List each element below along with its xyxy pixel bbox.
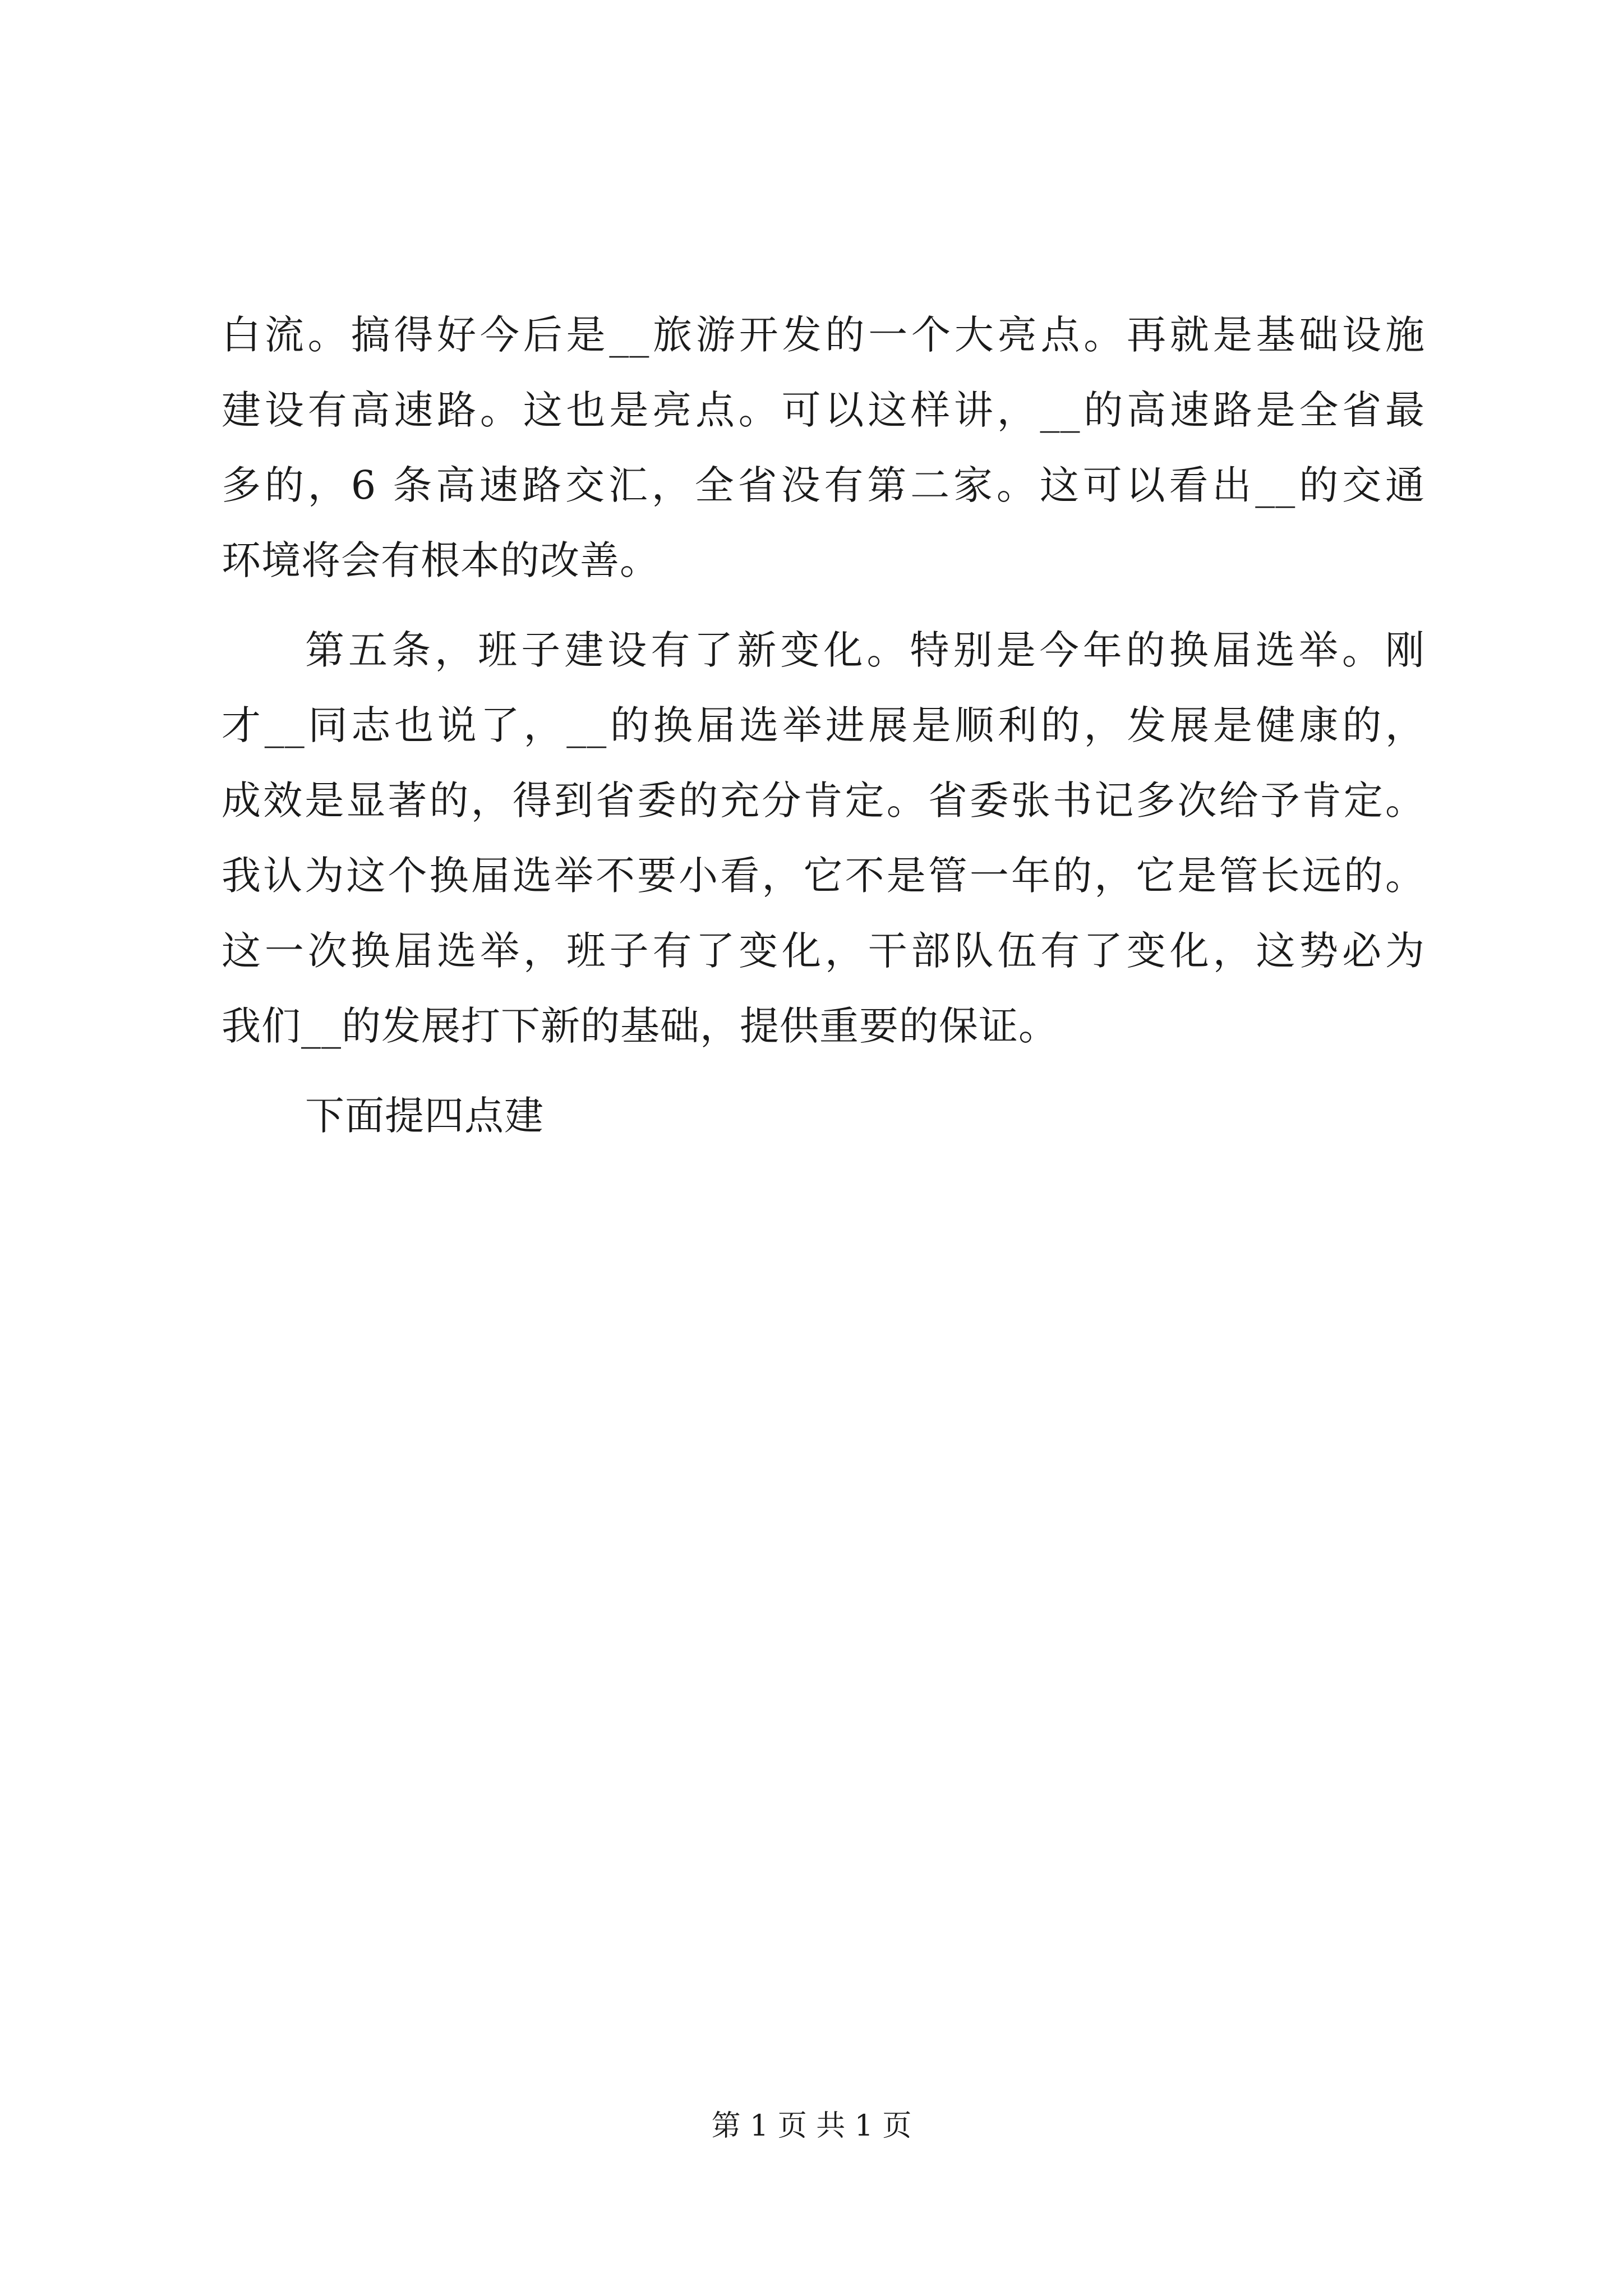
text-line: 我认为这个换届选举不要小看，它不是管一年的，它是管长远的。 <box>222 853 1425 899</box>
paragraph-1 <box>222 297 1425 598</box>
text-line: 环境将会有根本的改善。 <box>222 537 660 583</box>
text-line: 多的，6 条高速路交汇，全省没有第二家。这可以看出__的交通 <box>222 462 1425 508</box>
text-line: 才__同志也说了，__的换届选举进展是顺利的，发展是健康的， <box>222 702 1425 748</box>
text-line: 第五条，班子建设有了新变化。特别是今年的换届选举。刚 <box>305 627 1425 673</box>
text-line: 成效是显著的，得到省委的充分肯定。省委张书记多次给予肯定。 <box>222 777 1425 823</box>
page-footer: 第 1 页 共 1 页 <box>711 2109 912 2143</box>
paragraph-2 <box>222 613 1425 1064</box>
text-line: 这一次换届选举，班子有了变化，干部队伍有了变化，这势必为 <box>222 928 1425 974</box>
text-line: 下面提四点建 <box>305 1093 544 1139</box>
text-line: 建设有高速路。这也是亮点。可以这样讲，__的高速路是全省最 <box>222 387 1425 433</box>
body-text <box>222 297 1425 1153</box>
text-line: 白流。搞得好今后是__旅游开发的一个大亮点。再就是基础设施 <box>222 312 1425 358</box>
text-line: 我们__的发展打下新的基础，提供重要的保证。 <box>222 1003 1058 1049</box>
paragraph-3 <box>222 1078 1425 1153</box>
